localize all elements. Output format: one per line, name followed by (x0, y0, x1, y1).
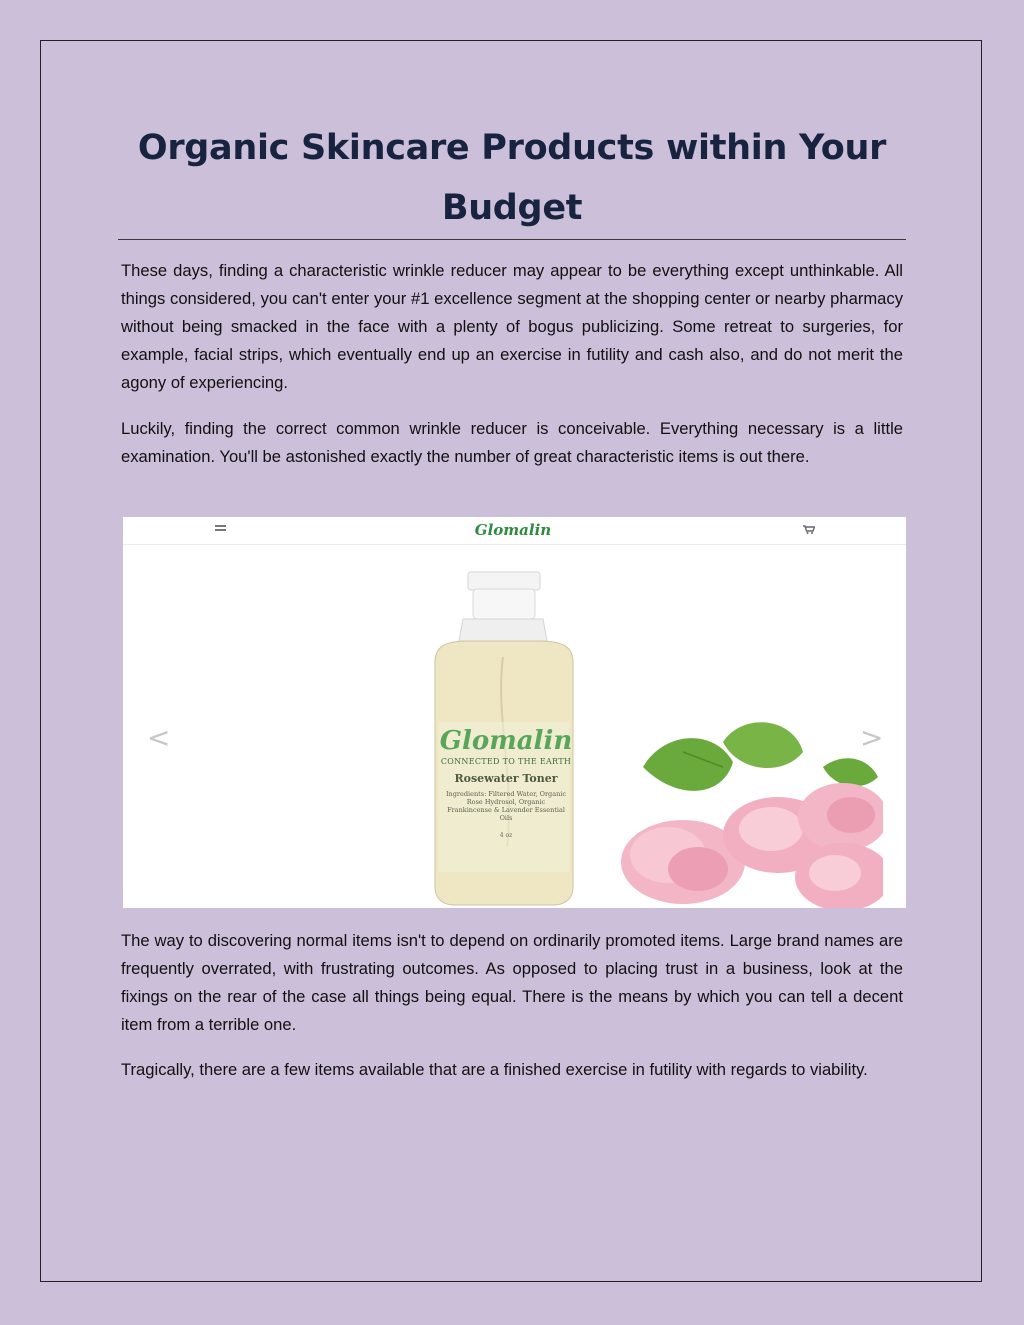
site-header (123, 517, 906, 545)
bottle-label (431, 727, 581, 839)
site-logo[interactable]: Glomalin (474, 521, 552, 539)
carousel-prev-arrow[interactable]: < (147, 721, 171, 754)
page-title: Organic Skincare Products within Your Budget (137, 128, 887, 228)
label-tagline: CONNECTED TO THE EARTH (440, 757, 572, 766)
menu-icon[interactable] (215, 525, 226, 533)
carousel-next-arrow[interactable]: > (860, 721, 884, 754)
label-ingredients: Ingredients: Filtered Water, Organic Rose Hydrosol, Organic Frankincense & Lavender Essential Oils (445, 790, 566, 822)
paragraph-2: Luckily, finding the correct common wrinkle reducer is conceivable. Everything necessary is a little examination. You'll be astonished exactly the number of great characteristic items is out there. (121, 419, 903, 466)
paragraph-4: Tragically, there are a few items available that are a finished exercise in futility with regards to viability. (121, 1060, 868, 1079)
product-image (123, 517, 906, 908)
paragraph-1: These days, finding a characteristic wrinkle reducer may appear to be everything except unthinkable. All things considered, you can't enter your #1 excellence segment at the shopping center or nearby pharmacy without being smacked in the face with a plenty of bogus publicizing. Some retreat to surgeries, for example, facial strips, which eventually end up an exercise in futility and cash also, and do not merit the agony of experiencing. (121, 261, 903, 392)
cart-icon[interactable] (803, 525, 815, 534)
label-brand: Glomalin (439, 726, 573, 756)
label-size: 4 oz (499, 832, 513, 839)
label-product: Rosewater Toner (454, 772, 558, 785)
product-illustration (123, 517, 906, 908)
paragraph-3: The way to discovering normal items isn't to depend on ordinarily promoted items. Large brand names are frequently overrated, with frustrating outcomes. As opposed to placing trust in a business, look at the fixings on the rear of the case all things being equal. There is the means by which you can tell a decent item from a terrible one. (121, 931, 903, 1034)
title-divider (118, 239, 906, 240)
